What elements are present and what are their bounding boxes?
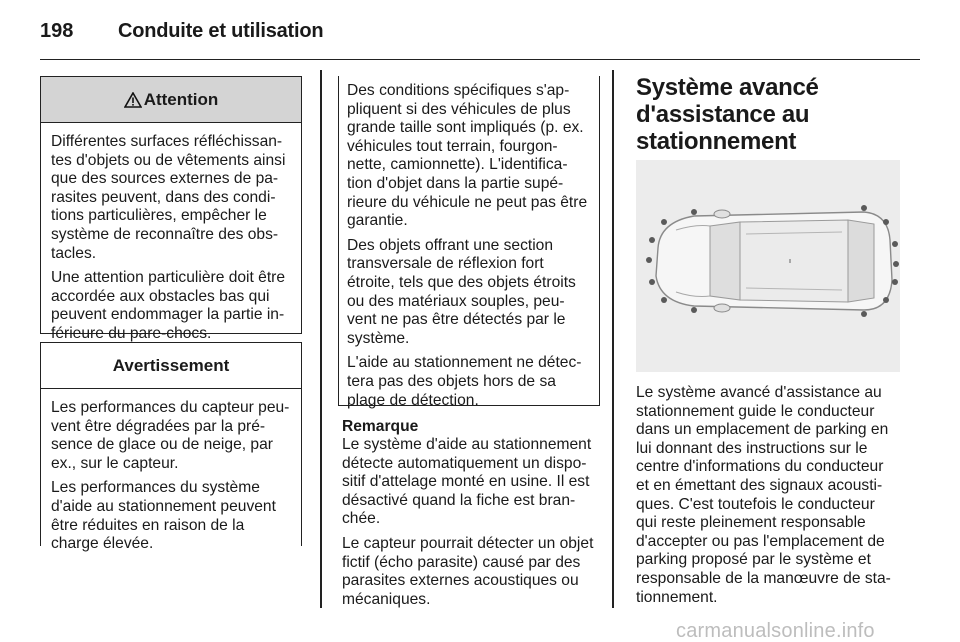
attention-title: Attention <box>143 89 219 109</box>
column-divider-1 <box>320 70 322 608</box>
attention-paragraph-1: Différentes surfaces réfléchissan- tes d'objets ou de vêtements ainsi que des sources externes de pa- rasites peuvent, dans des condi- tions particulières, empêcher le système de reconnaître des obs- tacles. <box>51 133 286 262</box>
section-title: Système avancé d'assistance au stationnement <box>636 74 819 155</box>
page-header <box>40 18 920 60</box>
continued-paragraph-2: Des objets offrant une section transversale de réflexion fort étroite, tels que des objets étroits ou des matériaux souples, peu- vent ne pas être détectés par le système. <box>347 236 576 347</box>
continued-warning-box <box>338 76 600 409</box>
column-divider-2 <box>612 70 614 608</box>
watermark: carmanualsonline.info <box>676 620 875 642</box>
advisory-paragraph-1: Les performances du capteur peu- vent être dégradées par la pré- sence de glace ou de neige, par ex., sur le capteur. <box>51 399 290 472</box>
advisory-paragraph-2: Les performances du système d'aide au stationnement peuvent être réduites en raison de la charge élevée. <box>51 479 276 553</box>
chapter-title: Conduite et utilisation <box>118 20 324 42</box>
remark-paragraph-2: Le capteur pourrait détecter un objet fictif (écho parasite) causé par des parasites externes acoustiques ou mécaniques. <box>342 534 594 608</box>
attention-paragraph-2: Une attention particulière doit être accordée aux obstacles bas qui peuvent endommager la partie in- férieure du pare-chocs. <box>51 269 286 342</box>
advisory-box-body <box>41 389 301 568</box>
continued-paragraph-3: L'aide au stationnement ne détec- tera pas des objets hors de sa plage de détection. <box>347 354 582 409</box>
continued-box-body <box>339 76 599 410</box>
page-number: 198 <box>40 20 74 42</box>
advisory-box-header <box>41 343 301 389</box>
car-sensor-figure <box>636 160 900 372</box>
attention-box-body <box>41 123 301 358</box>
attention-box-header <box>41 77 301 123</box>
continued-paragraph-1: Des conditions spécifiques s'ap- pliquent si des véhicules de plus grande taille sont impliqués (p. ex. véhicules tout terrain, fourgon- nette, camionnette). L'identifica- tion d'objet dans la partie supé- rieure du véhicule ne peut pas être garantie. <box>347 82 588 230</box>
section-body <box>636 384 920 613</box>
advisory-title: Avertissement <box>112 355 230 375</box>
section-paragraph: Le système avancé d'assistance au stationnement guide le conducteur dans un emplacement de parking en lui donnant des instructions sur le centre d'informations du conducteur et en émettant des signaux acousti- ques. C'est toutefois le conducteur qui reste pleinement responsable d'accepter ou pas l'emplacement de parking proposé par le système et responsable de la manœuvre de sta- tionnement. <box>636 384 891 606</box>
attention-box <box>40 76 302 342</box>
advisory-box <box>40 342 302 553</box>
warning-triangle-icon <box>124 92 142 108</box>
remark-section <box>342 418 604 615</box>
remark-title: Remarque <box>342 418 419 435</box>
car-top-view-sensors-illustration <box>636 160 900 372</box>
remark-paragraph-1: Le système d'aide au stationnement détecte automatiquement un dispo- sitif d'attelage monté en usine. Il est désactivé quand la fiche est bran- chée. <box>342 436 592 528</box>
